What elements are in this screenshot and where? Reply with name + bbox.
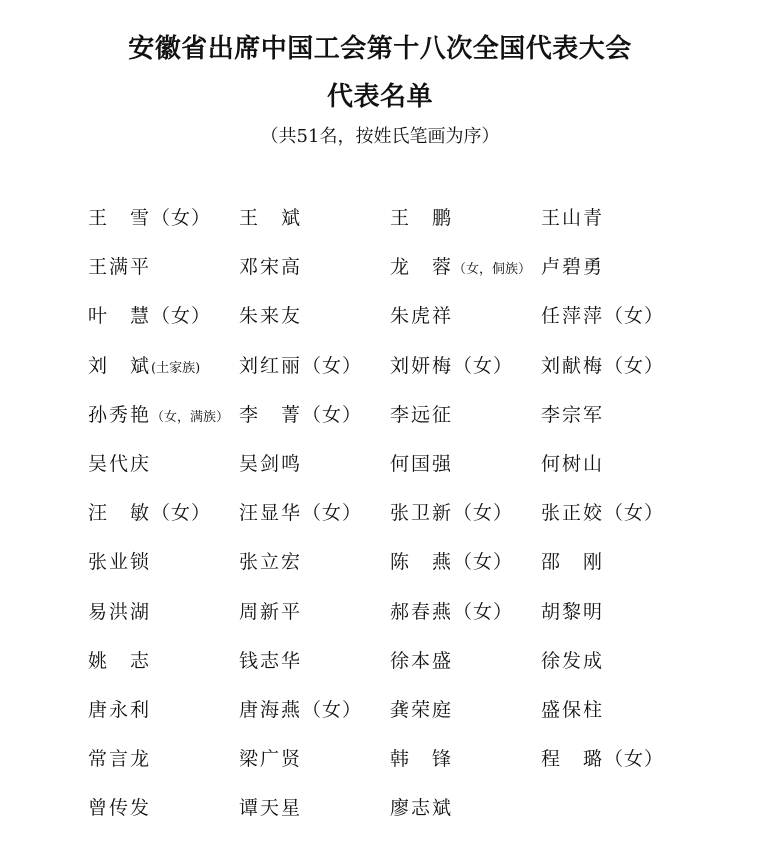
list-note: （共51名，按姓氏笔画为序）	[260, 126, 500, 147]
delegate-entry	[88, 592, 151, 632]
delegate-row	[88, 542, 728, 591]
delegate-entry	[88, 641, 151, 681]
delegate-note: （女，侗族）	[453, 262, 532, 278]
delegate-name: 姚 志	[88, 649, 152, 672]
delegate-name: 周新平	[239, 600, 303, 623]
delegate-name: 刘妍梅	[390, 354, 454, 377]
delegate-entry	[541, 395, 604, 435]
delegate-entry	[88, 395, 229, 438]
delegate-entry	[541, 444, 604, 484]
delegate-name: 李宗军	[541, 403, 605, 426]
delegate-name: 龚荣庭	[390, 698, 454, 721]
delegate-entry	[88, 346, 200, 389]
delegate-entry	[88, 493, 211, 533]
delegate-row	[88, 641, 728, 690]
delegate-name: 何国强	[390, 452, 454, 475]
delegate-row	[88, 247, 728, 296]
delegate-entry	[239, 346, 362, 386]
delegate-name: 张立宏	[239, 551, 303, 574]
delegate-entry	[239, 493, 362, 533]
delegate-row	[88, 788, 728, 837]
delegate-entry	[239, 247, 302, 287]
delegate-entry	[239, 592, 302, 632]
delegate-name: 邓宋高	[239, 256, 303, 279]
delegate-entry	[390, 493, 513, 533]
delegate-name: 任萍萍	[541, 305, 605, 328]
delegate-entry	[541, 296, 664, 336]
delegate-entry	[88, 444, 151, 484]
delegate-note: （女）	[604, 502, 665, 525]
delegate-name: 廖志斌	[390, 797, 454, 820]
delegate-name: 常言龙	[88, 748, 152, 771]
delegate-row	[88, 690, 728, 739]
delegate-entry	[390, 198, 453, 238]
delegate-entry	[239, 739, 302, 779]
delegate-note: (土家族)	[151, 360, 201, 376]
document-title: 安徽省出席中国工会第十八次全国代表大会	[128, 34, 632, 64]
delegate-name: 张业锁	[88, 551, 152, 574]
delegate-name: 张卫新	[390, 502, 454, 525]
delegate-entry	[390, 296, 453, 336]
delegate-name: 刘 斌	[88, 354, 152, 377]
document-subtitle-title: 代表名单	[326, 82, 433, 112]
delegate-note: （女）	[302, 502, 363, 525]
delegate-entry	[390, 542, 513, 582]
delegate-name: 王山青	[541, 207, 605, 229]
delegate-note: （女）	[302, 354, 363, 377]
delegate-name: 何树山	[541, 452, 605, 475]
delegate-entry	[541, 641, 604, 681]
delegate-entry	[390, 690, 453, 730]
delegate-row	[88, 444, 728, 493]
delegate-entry	[541, 592, 604, 632]
delegate-note: （女）	[151, 207, 212, 229]
delegate-note: （女）	[151, 305, 212, 328]
delegate-name: 钱志华	[239, 649, 303, 672]
delegate-entry	[390, 641, 453, 681]
delegate-name: 曾传发	[88, 797, 152, 820]
delegate-entry	[390, 444, 453, 484]
delegate-name: 陈 燕	[390, 551, 454, 574]
delegate-name: 吴剑鸣	[239, 452, 303, 475]
delegate-note: （女）	[604, 748, 665, 771]
delegate-note: （女）	[604, 354, 665, 377]
delegate-name: 梁广贤	[239, 748, 303, 771]
delegate-entry	[541, 247, 604, 287]
delegate-name: 徐发成	[541, 649, 605, 672]
delegate-entry	[88, 542, 151, 582]
delegate-entry	[239, 296, 302, 336]
delegate-entry	[541, 690, 604, 730]
delegate-name: 易洪湖	[88, 600, 152, 623]
delegate-row	[88, 296, 728, 345]
delegate-note: （女，满族）	[151, 409, 230, 425]
delegate-name: 胡黎明	[541, 600, 605, 623]
delegate-entry	[239, 690, 362, 730]
delegate-note: （女）	[302, 403, 363, 426]
delegate-entry	[541, 346, 664, 386]
delegate-name: 郝春燕	[390, 600, 454, 623]
delegate-name: 唐海燕	[239, 698, 303, 721]
delegate-entry	[541, 542, 604, 582]
delegate-entry	[88, 788, 151, 828]
delegate-note: （女）	[453, 354, 514, 377]
delegate-note: （女）	[453, 551, 514, 574]
delegate-entry	[88, 690, 151, 730]
delegate-entry	[390, 247, 531, 290]
delegate-name: 王满平	[88, 256, 152, 279]
delegate-name: 王 斌	[239, 207, 303, 229]
delegate-entry	[239, 641, 302, 681]
delegate-name: 叶 慧	[88, 305, 152, 328]
delegate-entry	[88, 247, 151, 287]
delegate-row	[88, 592, 728, 641]
delegate-name: 韩 锋	[390, 748, 454, 771]
delegate-entry	[541, 739, 664, 779]
delegate-name: 张正姣	[541, 502, 605, 525]
delegate-name: 刘献梅	[541, 354, 605, 377]
delegate-entry	[239, 542, 302, 582]
delegate-note: （女）	[302, 698, 363, 721]
delegate-name: 吴代庆	[88, 452, 152, 475]
delegate-note: （女）	[151, 502, 212, 525]
delegate-entry	[390, 739, 453, 779]
delegate-note: （女）	[453, 600, 514, 623]
delegate-entry	[390, 395, 453, 435]
delegate-name: 邵 刚	[541, 551, 605, 574]
delegate-note: （女）	[453, 502, 514, 525]
delegate-name: 王 雪	[88, 207, 152, 229]
delegate-row	[88, 739, 728, 788]
delegate-name: 汪显华	[239, 502, 303, 525]
delegate-row	[88, 198, 728, 247]
delegate-name: 盛保柱	[541, 698, 605, 721]
delegate-row	[88, 395, 728, 444]
delegate-entry	[88, 296, 211, 336]
delegate-entry	[88, 198, 211, 238]
delegate-name: 唐永利	[88, 698, 152, 721]
delegate-name: 李远征	[390, 403, 454, 426]
delegate-entry	[239, 444, 302, 484]
delegate-row	[88, 493, 728, 542]
delegate-name: 李 菁	[239, 403, 303, 426]
delegate-row	[88, 346, 728, 395]
delegate-entry	[541, 198, 604, 238]
delegate-entry	[390, 592, 513, 632]
delegate-name: 程 璐	[541, 748, 605, 771]
delegate-name: 王 鹏	[390, 207, 454, 229]
delegate-entry	[88, 739, 151, 779]
delegate-name: 龙 蓉	[390, 256, 454, 279]
delegate-note: （女）	[604, 305, 665, 328]
delegate-name: 谭天星	[239, 797, 303, 820]
delegate-name: 孙秀艳	[88, 403, 152, 426]
delegate-entry	[541, 493, 664, 533]
delegate-name: 朱来友	[239, 305, 303, 328]
delegate-entry	[390, 788, 453, 828]
delegate-entry	[390, 346, 513, 386]
delegate-name: 汪 敏	[88, 502, 152, 525]
delegate-name: 徐本盛	[390, 649, 454, 672]
delegate-name: 刘红丽	[239, 354, 303, 377]
delegate-entry	[239, 198, 302, 238]
delegate-name: 卢碧勇	[541, 256, 605, 279]
delegate-list	[88, 198, 728, 837]
delegate-name: 朱虎祥	[390, 305, 454, 328]
delegate-entry	[239, 788, 302, 828]
delegate-entry	[239, 395, 362, 435]
